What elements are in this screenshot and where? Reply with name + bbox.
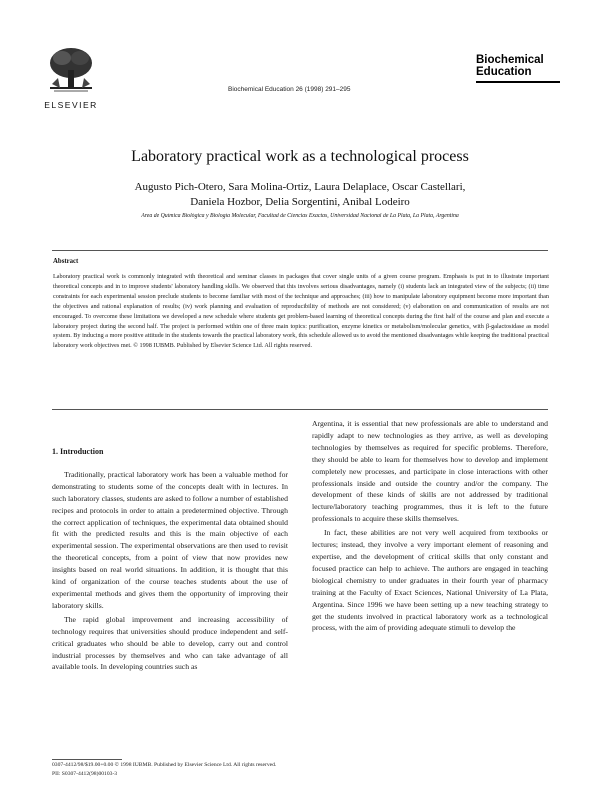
journal-citation: Biochemical Education 26 (1998) 291–295 <box>228 86 351 93</box>
publisher-name: ELSEVIER <box>44 100 98 110</box>
abstract-text: Laboratory practical work is commonly integrated with theoretical and seminar classes in packages that cover single units of a given course program. Emphasis is put in to illustrate important theoretical concepts and in to improve students' laboratory handling skills. We observed that this involves serious disadvantages, namely (i) students lack an integrated view of the subjects; (ii) time constraints for each experimental session preclude students to become familiar with most of the technique and approaches; (iii) how to manipulate laboratory equipment become more important than the objectives and rational explanation of results; (iv) work planning and evaluation of reproducibility of methods are not considered; (v) elaboration on and communication of results are not encouraged. To overcome these limitations we developed a new schedule where students get problem-based learning of theoretical concepts during the first half of the course and plan and execute a laboratory project during the second half. The project is performed within one of three main topics: purification, enzyme kinetics or metabolism/molecular genetics, with β-galactosidase as model system. By inducing a more positive attitude in the students towards the practical laboratory work, this schedule allowed us to avoid the mentioned disadvantages while keeping the traditional practical laboratory work objectives met. © 1998 IUBMB. Published by Elsevier Science Ltd. All rights reserved. <box>53 273 549 350</box>
journal-logo-rule <box>476 81 560 83</box>
authors-line-2: Daniela Hozbor, Delia Sorgentini, Anibal Lodeiro <box>190 196 410 208</box>
journal-logo-line2: Education <box>476 66 532 78</box>
publisher-logo <box>44 44 98 110</box>
journal-logo <box>476 54 562 83</box>
author-list <box>0 180 600 210</box>
footnote-rule <box>52 759 122 760</box>
journal-logo-line1: Biochemical <box>476 54 544 66</box>
body-column-left <box>52 446 288 673</box>
copyright-line: 0307-4412/98/$19.00+0.00 © 1998 IUBMB. Published by Elsevier Science Ltd. All rights reserved. <box>52 762 277 768</box>
abstract-bottom-rule <box>52 409 548 410</box>
pii-line: PII: S0307-4412(98)00103-3 <box>52 770 118 777</box>
paragraph: Traditionally, practical laboratory work has been a valuable method for demonstrating to students some of the concepts dealt with in lectures. In such laboratory classes, students are asked to follow a number of established recipes and protocols in order to attain a predetermined objective. Through the correct application of techniques, the experimental data obtained should fit with the predicted results and this is the main objective of each experimental session. The experimental observations are then used to revisit the theoretical concepts, from a point of view that now provides new insights based on real world situations. In addition, it is thought that this kind of organization of the course teaches students about the use of experimental methods and gives them the opportunity of improving their laboratory skills. <box>52 469 288 610</box>
article-title: Laboratory practical work as a technological process <box>131 148 469 165</box>
elsevier-tree-icon <box>44 44 98 94</box>
abstract-heading: Abstract <box>53 258 79 265</box>
abstract-top-rule <box>52 250 548 251</box>
copyright-footnote <box>52 761 552 778</box>
author-affiliation: Area de Química Biológica y Biología Molecular, Facultad de Ciencias Exactas, Universidad Nacional de La Plata, La Plata, Argentina <box>141 213 459 219</box>
authors-line-1: Augusto Pich-Otero, Sara Molina-Ortiz, Laura Delaplace, Oscar Castellari, <box>134 181 466 193</box>
section-heading-introduction: 1. Introduction <box>52 447 104 456</box>
paragraph: Argentina, it is essential that new professionals are able to understand and rapidly adapt to new technologies as they arrive, as well as developing technologies by themselves as required for specific problems. Therefore, they should be able to learn for themselves how to develop and implement completely new processes, and participate in close interactions with other professionals inside and outside the country and/or the company. The development of these kinds of skills are not addressed by traditional lecture/laboratory teaching programmes, thus it is left to the future professionals to acquire these skills themselves. <box>312 419 548 524</box>
paragraph: In fact, these abilities are not very well acquired from textbooks or lectures; instead, they involve a very important element of reasoning and expertise, and the development of critical skills that only constant and focused practice can help to achieve. The authors are engaged in teaching biological chemistry to under graduates in their fourth year of pharmacy training at the Faculty of Exact Sciences, National University of La Plata, Argentina. Since 1996 we have been setting up a new teaching strategy to get the students involved in practical laboratory work as a technological process, with the aim of providing adequate stimuli to develop the <box>312 528 548 633</box>
paragraph: The rapid global improvement and increasing accessibility of technology requires that universities should produce independent and self-critical graduates who should be able to develop, carry out and control industrial processes by themselves and who can take advantage of all available tools. In developing countries such as <box>52 614 288 672</box>
body-column-right <box>312 418 548 634</box>
